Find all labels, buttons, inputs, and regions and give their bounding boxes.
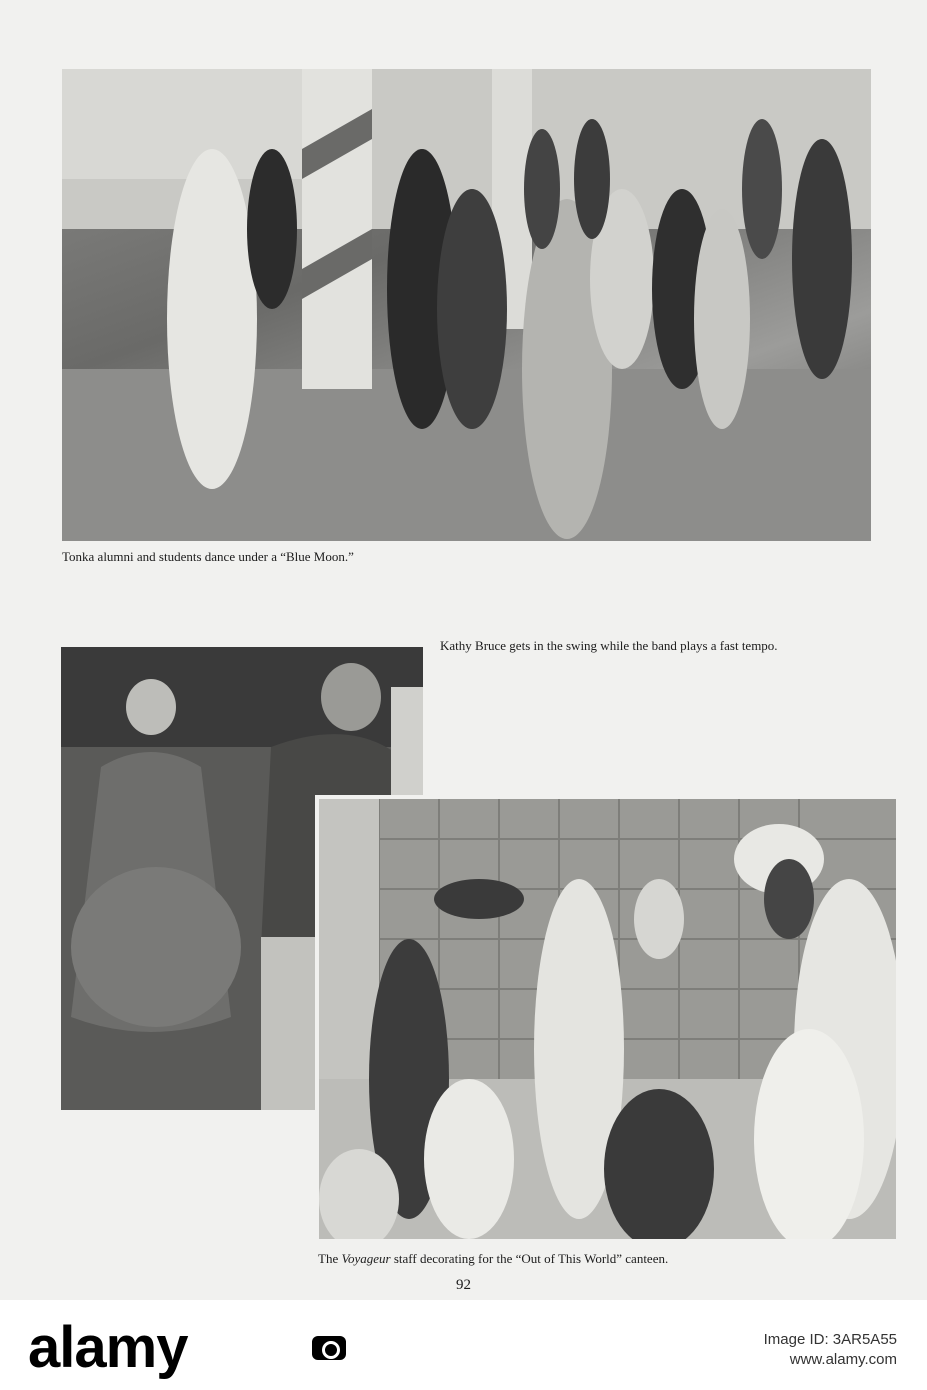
middle-photo-caption: Kathy Bruce gets in the swing while the band plays a fast tempo. [440,638,778,653]
dance-floor-photo [62,69,871,541]
alamy-logo[interactable]: alamy [28,1315,188,1380]
image-id: Image ID: 3AR5A55 [763,1331,897,1348]
top-photo-caption: Tonka alumni and students dance under a “Blue Moon.” [62,549,354,564]
staff-decorating-photo [315,795,900,1243]
voyageur-title: Voyageur [341,1251,391,1266]
stock-footer [0,1300,927,1390]
site-link[interactable]: www.alamy.com [789,1351,897,1368]
page-number: 92 [456,1277,471,1293]
stock-info [764,1330,897,1370]
bottom-photo-caption: The Voyageur staff decorating for the “Out of This World” canteen. [318,1251,669,1266]
camera-icon [312,1336,346,1360]
